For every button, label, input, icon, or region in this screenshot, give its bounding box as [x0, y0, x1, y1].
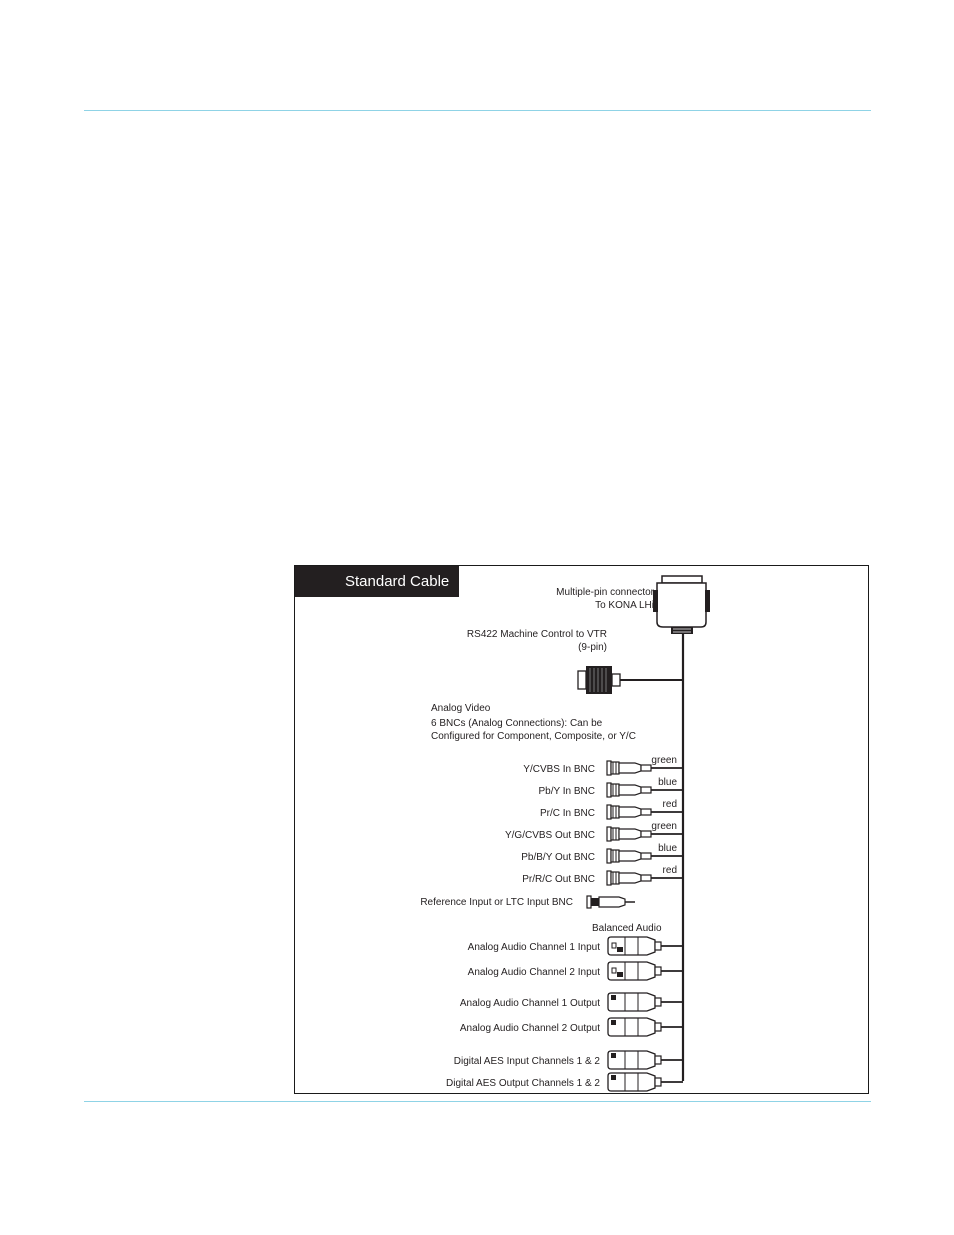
analog-video-label-3: Configured for Component, Composite, or Y/C — [431, 731, 636, 742]
bnc-label-1: Y/CVBS In BNC — [523, 764, 595, 775]
bnc-connector-1 — [523, 755, 683, 775]
connector-label-2: To KONA LHi — [595, 600, 654, 611]
bnc-label-6: Pr/R/C Out BNC — [522, 874, 595, 885]
bnc-label-2: Pb/Y In BNC — [538, 786, 595, 797]
cable-diagram-svg — [295, 566, 867, 1092]
xlr-connector-4 — [460, 1018, 683, 1036]
wire-color-label-3: red — [662, 799, 677, 810]
reference-label: Reference Input or LTC Input BNC — [420, 897, 573, 908]
xlr-label-3: Analog Audio Channel 1 Output — [459, 998, 600, 1009]
connector-label-1: Multiple-pin connector — [556, 587, 654, 598]
wire-color-label-1: green — [651, 755, 677, 766]
bnc-connector-5 — [521, 843, 683, 863]
diagram-title: Standard Cable — [345, 573, 450, 590]
xlr-connector-5 — [454, 1051, 683, 1069]
bnc-label-5: Pb/B/Y Out BNC — [521, 852, 595, 863]
reference-bnc-icon — [587, 896, 635, 908]
wire-color-label-6: red — [662, 865, 677, 876]
xlr-label-1: Analog Audio Channel 1 Input — [467, 942, 600, 953]
analog-video-label-1: Analog Video — [431, 703, 491, 714]
xlr-connector-6 — [446, 1073, 683, 1091]
xlr-connector-3 — [460, 993, 683, 1011]
bnc-label-4: Y/G/CVBS Out BNC — [504, 830, 595, 841]
bnc-connector-6 — [522, 865, 683, 885]
xlr-label-4: Analog Audio Channel 2 Output — [459, 1023, 600, 1034]
wire-color-label-2: blue — [658, 777, 677, 788]
rs422-label-1: RS422 Machine Control to VTR — [466, 629, 607, 640]
xlr-label-5: Digital AES Input Channels 1 & 2 — [453, 1056, 600, 1067]
wire-color-label-4: green — [651, 821, 677, 832]
xlr-label-2: Analog Audio Channel 2 Input — [467, 967, 600, 978]
xlr-connectors — [446, 937, 683, 1091]
analog-video-label-2: 6 BNCs (Analog Connections): Can be — [431, 718, 603, 729]
bnc-connector-4 — [505, 821, 683, 841]
bnc-connector-3 — [540, 799, 683, 819]
xlr-label-6: Digital AES Output Channels 1 & 2 — [446, 1078, 600, 1089]
xlr-connector-1 — [468, 937, 683, 955]
xlr-connector-2 — [468, 962, 683, 980]
bnc-label-3: Pr/C In BNC — [539, 808, 595, 819]
balanced-audio-label: Balanced Audio — [592, 923, 662, 934]
standard-cable-diagram — [294, 565, 869, 1094]
bnc-connectors — [505, 755, 683, 885]
db9-connector-icon — [578, 666, 683, 694]
footer-rule — [84, 1101, 871, 1102]
multipin-connector-icon — [653, 576, 710, 634]
header-rule — [84, 110, 871, 111]
wire-color-label-5: blue — [658, 843, 677, 854]
bnc-connector-2 — [538, 777, 683, 797]
rs422-label-2: (9-pin) — [578, 642, 607, 653]
